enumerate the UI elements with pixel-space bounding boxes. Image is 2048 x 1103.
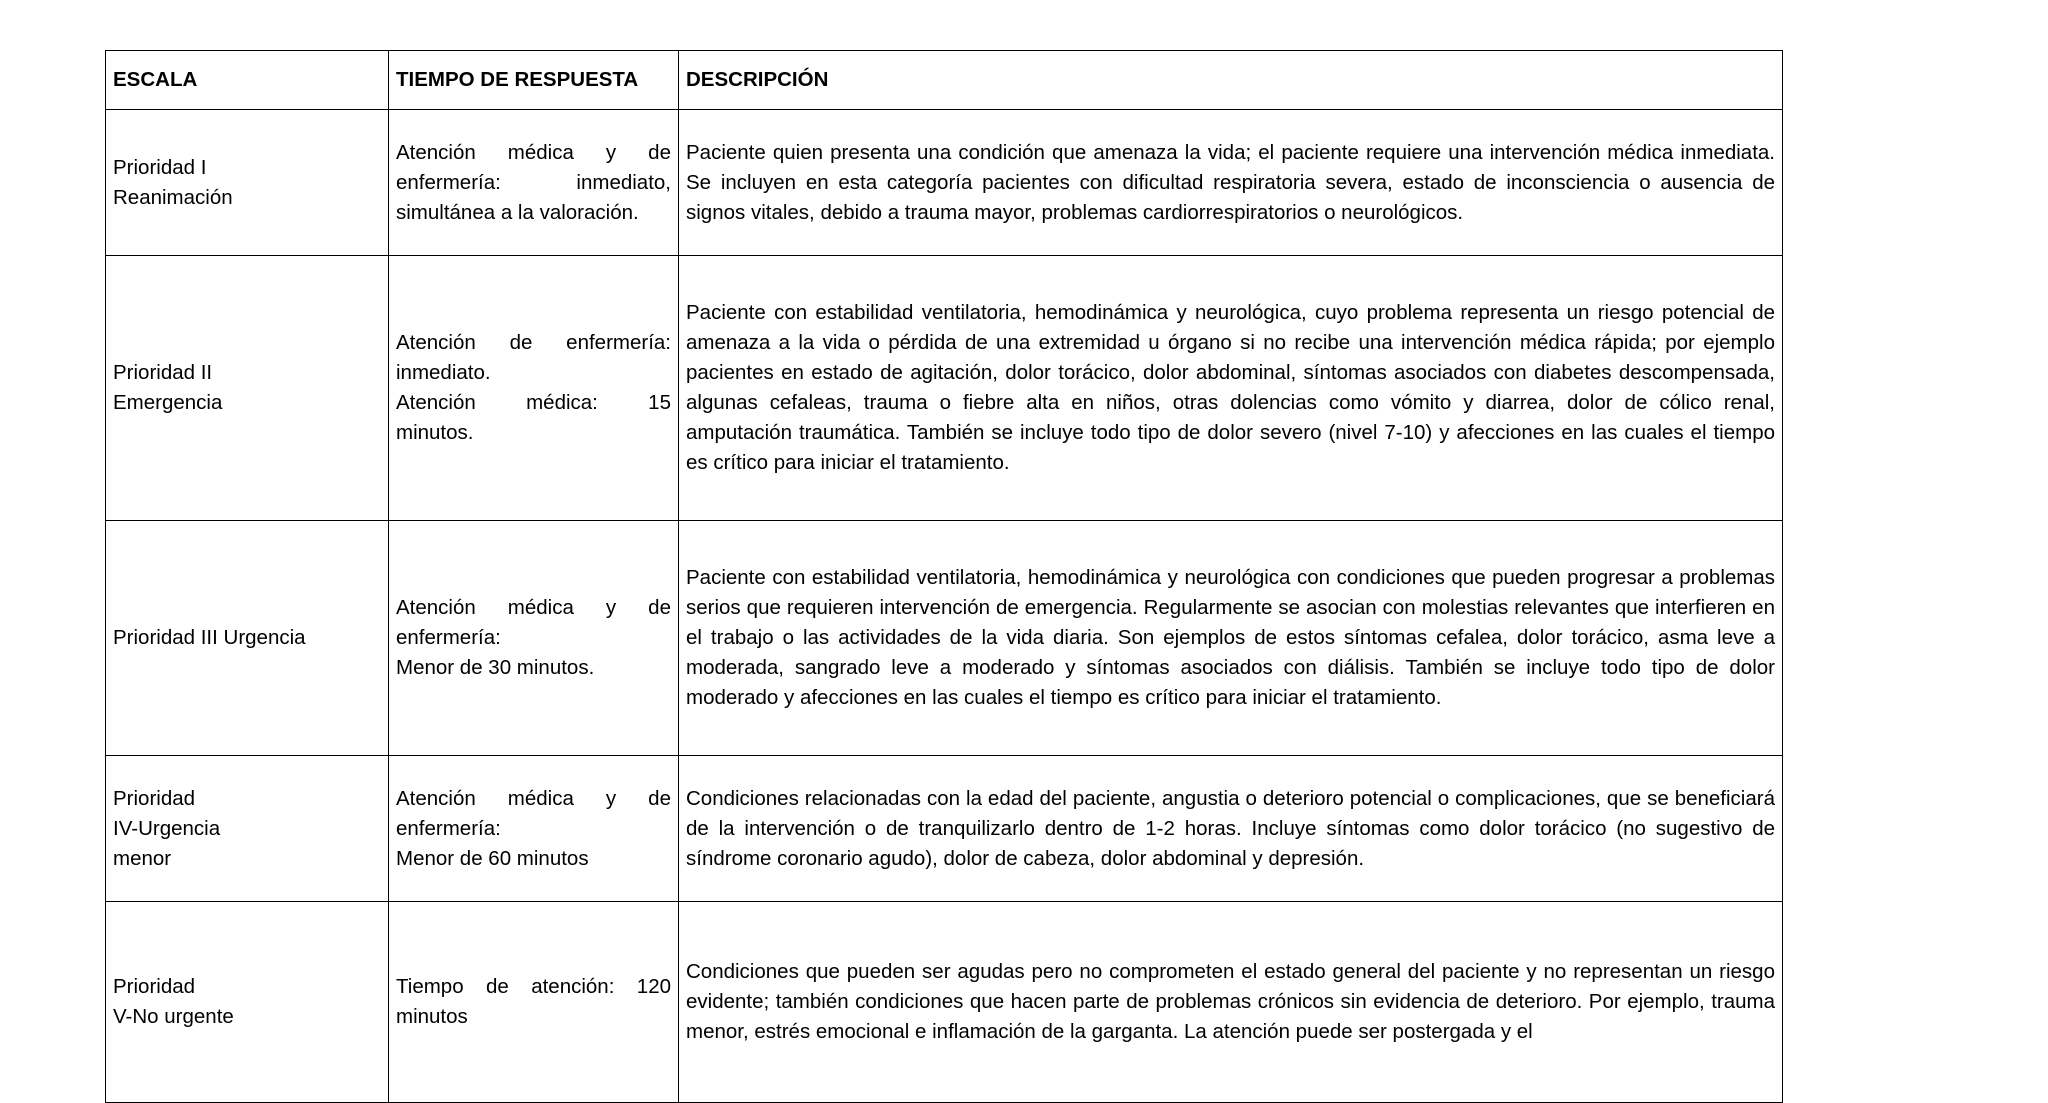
header-response-time: TIEMPO DE RESPUESTA	[389, 51, 679, 110]
description-cell: Paciente con estabilidad ventilatoria, hemodinámica y neurológica, cuyo problema representa un riesgo potencial de amenaza a la vida o pérdida de una extremidad u órgano si no recibe una intervención médica rápida; por ejemplo pacientes en estado de agitación, dolor torácico, dolor abdominal, síntomas asociados con diabetes descompensada, algunas cefaleas, trauma o fiebre alta en niños, otras dolencias como vómito y diarrea, dolor de cólico renal, amputación traumática. También se incluye todo tipo de dolor severo (nivel 7-10) y afecciones en las cuales el tiempo es crítico para iniciar el tratamiento.	[679, 256, 1783, 521]
header-description: DESCRIPCIÓN	[679, 51, 1783, 110]
scale-cell	[106, 256, 389, 521]
scale-line: Reanimación	[113, 185, 233, 209]
table-row	[106, 756, 1783, 902]
time-line: Atención médica: 15	[396, 391, 671, 414]
response-time-cell	[389, 256, 679, 521]
time-line: enfermería:	[396, 816, 501, 840]
scale-line: Prioridad	[113, 786, 196, 810]
description-cell: Paciente con estabilidad ventilatoria, hemodinámica y neurológica con condiciones que pueden progresar a problemas serios que requieren intervención de emergencia. Regularmente se asocian con molestias relevantes que interfieren en el trabajo o las actividades de la vida diaria. Son ejemplos de estos síntomas cefalea, dolor torácico, asma leve a moderada, sangrado leve a moderado y síntomas asociados con diálisis. También se incluye todo tipo de dolor moderado y afecciones en las cuales el tiempo es crítico para iniciar el tratamiento.	[679, 521, 1783, 756]
scale-line: Emergencia	[113, 391, 223, 414]
scale-cell	[106, 756, 389, 902]
scale-cell	[106, 902, 389, 1103]
table-row	[106, 110, 1783, 256]
time-line: Atención médica y de	[396, 140, 671, 164]
scale-line: IV-Urgencia	[113, 816, 221, 840]
description-cell: Paciente quien presenta una condición que amenaza la vida; el paciente requiere una intervención médica inmediata. Se incluyen en esta categoría pacientes con dificultad respiratoria severa, estado de inconsciencia o ausencia de signos vitales, debido a trauma mayor, problemas cardiorrespiratorios o neurológicos.	[679, 110, 1783, 256]
scale-line: menor	[113, 846, 172, 870]
table-header-row	[106, 51, 1783, 110]
table-row	[106, 256, 1783, 521]
time-line: enfermería:	[396, 626, 501, 649]
scale-line: Prioridad	[113, 975, 196, 998]
time-line: inmediato.	[396, 361, 491, 384]
description-cell: Condiciones que pueden ser agudas pero no comprometen el estado general del paciente y no representan un riesgo evidente; también condiciones que hacen parte de problemas crónicos sin evidencia de deterioro. Por ejemplo, trauma menor, estrés emocional e inflamación de la garganta. La atención puede ser postergada y el	[679, 902, 1783, 1103]
time-line: Menor de 60 minutos	[396, 846, 589, 870]
response-time-cell	[389, 521, 679, 756]
time-line: minutos.	[396, 421, 474, 444]
description-cell: Condiciones relacionadas con la edad del paciente, angustia o deterioro potencial o complicaciones, que se beneficiará de la intervención o de tranquilizarlo dentro de 1-2 horas. Incluye síntomas como dolor torácico (no sugestivo de síndrome coronario agudo), dolor de cabeza, dolor abdominal y depresión.	[679, 756, 1783, 902]
header-scale: ESCALA	[106, 51, 389, 110]
time-line: enfermería: inmediato,	[396, 170, 671, 194]
response-time-cell	[389, 902, 679, 1103]
scale-line: V-No urgente	[113, 1005, 234, 1028]
triage-priority-table	[105, 50, 1783, 1103]
response-time-cell	[389, 110, 679, 256]
scale-cell	[106, 521, 389, 756]
table-row	[106, 521, 1783, 756]
time-line: Atención médica y de	[396, 596, 671, 619]
scale-line: Prioridad I	[113, 155, 207, 179]
time-line: Atención médica y de	[396, 786, 671, 810]
time-line: minutos	[396, 1005, 468, 1028]
time-line: Menor de 30 minutos.	[396, 656, 595, 679]
scale-line: Prioridad II	[113, 361, 213, 384]
scale-line: Prioridad III Urgencia	[113, 626, 306, 649]
scale-cell	[106, 110, 389, 256]
time-line: simultánea a la valoración.	[396, 200, 639, 224]
table-row	[106, 902, 1783, 1103]
response-time-cell	[389, 756, 679, 902]
time-line: Tiempo de atención: 120	[396, 975, 671, 998]
time-line: Atención de enfermería:	[396, 331, 671, 354]
